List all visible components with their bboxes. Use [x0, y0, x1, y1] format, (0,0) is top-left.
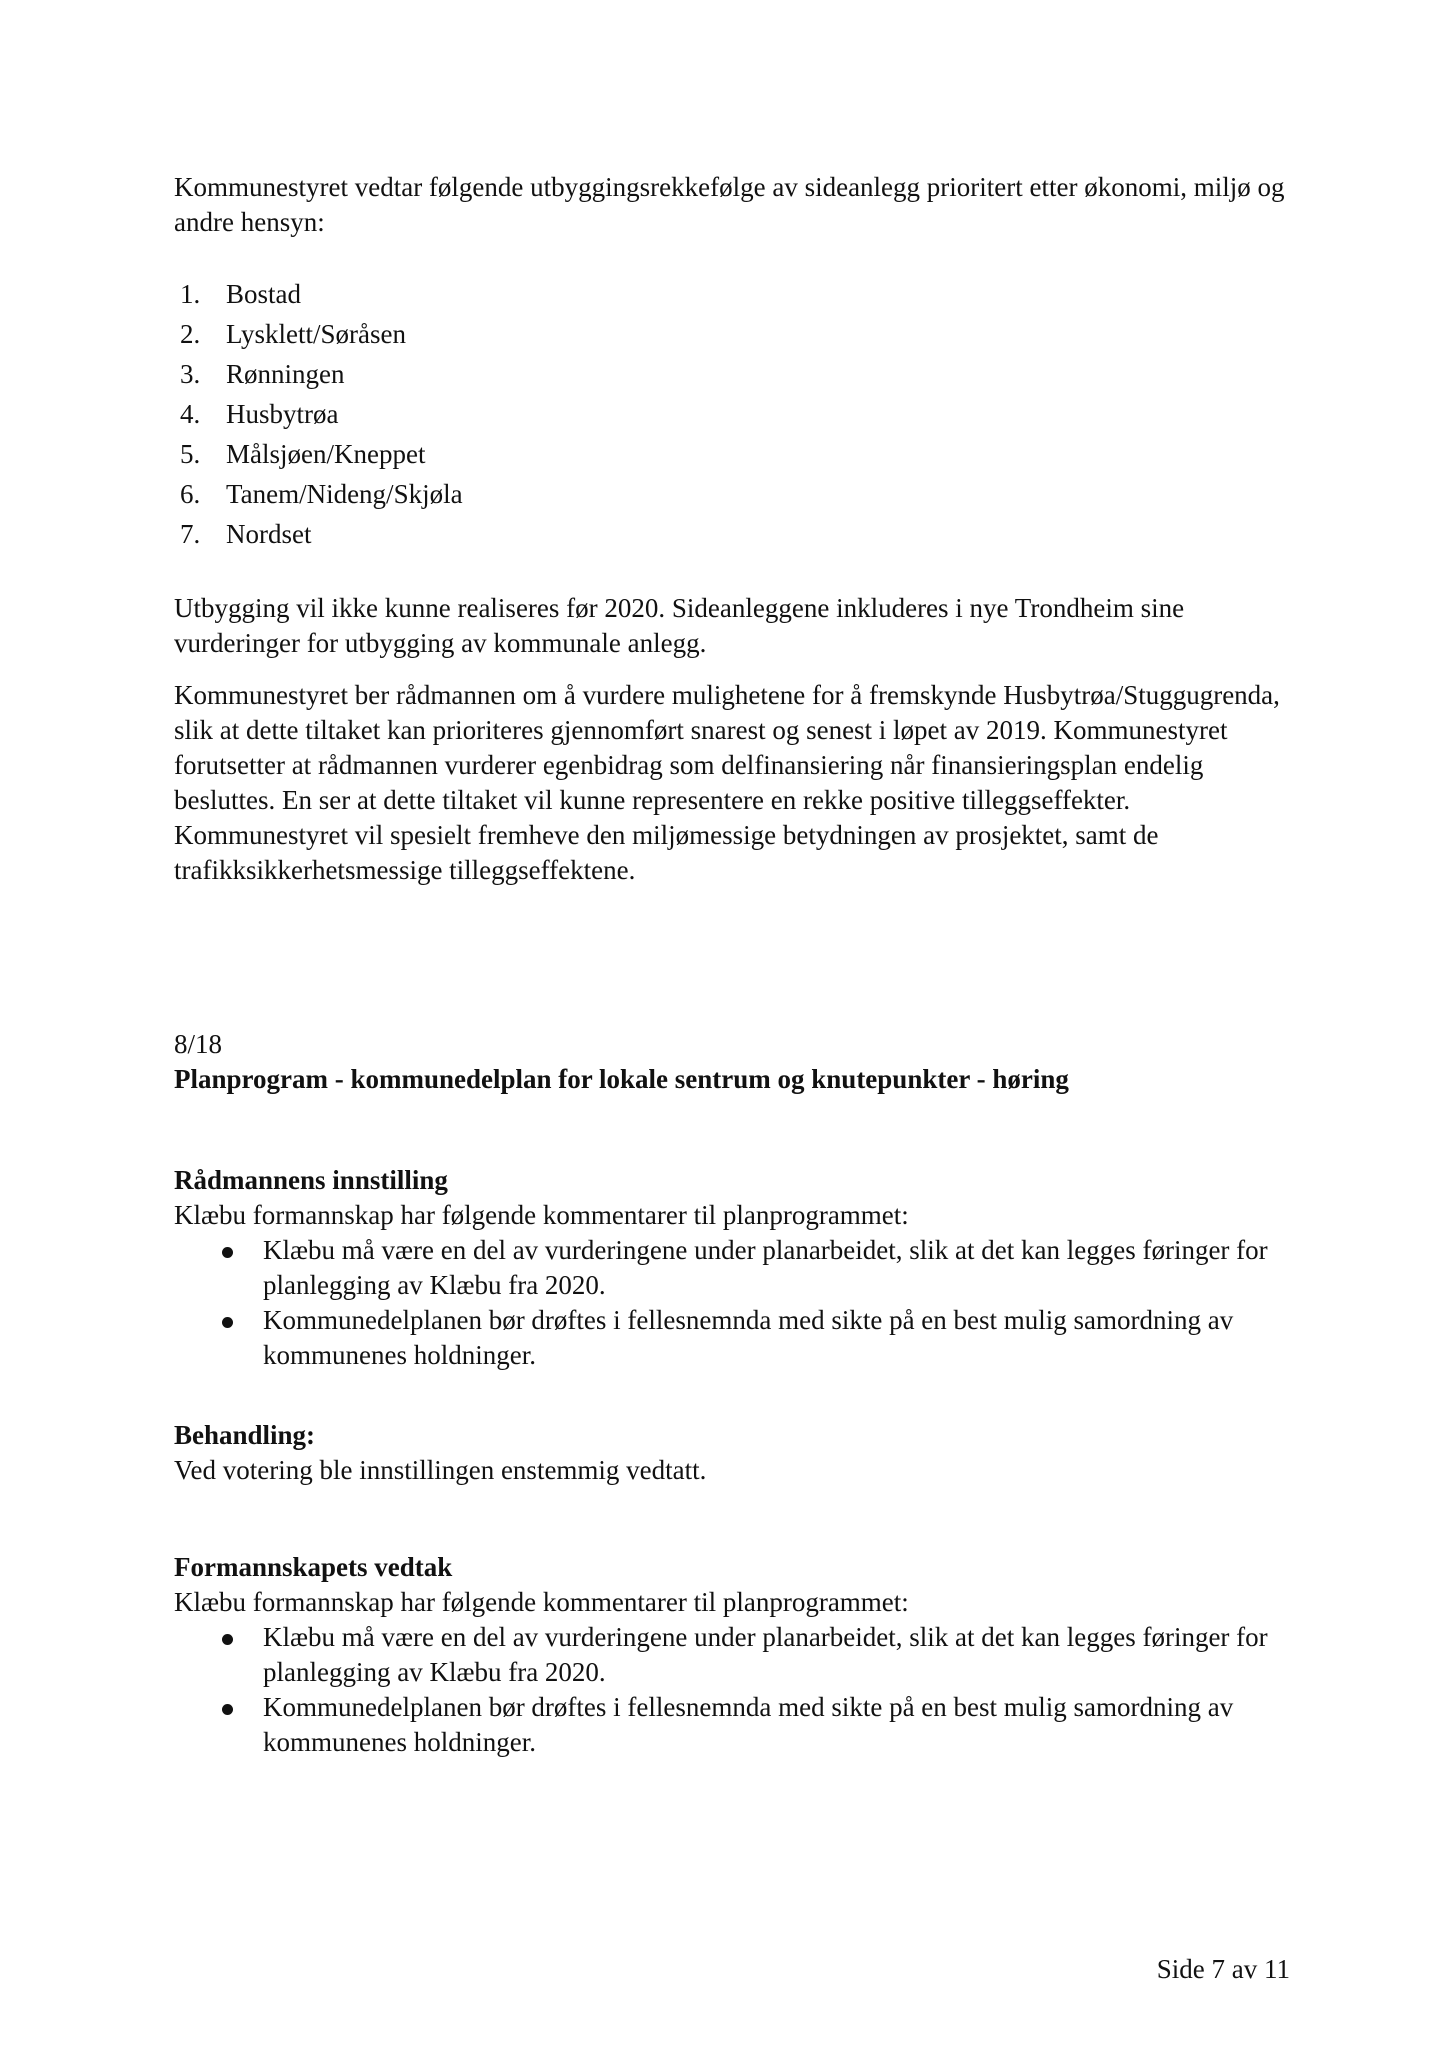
list-item [174, 1690, 1294, 1760]
recommendation-heading: Rådmannens innstilling [174, 1165, 448, 1195]
recommendation-section [174, 1163, 1294, 1373]
recommendation-bullets [174, 1233, 1294, 1373]
intro-text: Kommunestyret vedtar følgende utbyggingsrekkefølge av sideanlegg prioritert etter økonomi, miljø og andre hensyn: [174, 172, 1285, 237]
list-item [174, 314, 1294, 354]
list-item-number: 4. [180, 399, 201, 429]
recommendation-lead: Klæbu formannskap har følgende kommentarer til planprogrammet: [174, 1200, 909, 1230]
list-item [174, 434, 1294, 474]
processing-text: Ved votering ble innstillingen enstemmig vedtatt. [174, 1455, 707, 1485]
list-item [174, 514, 1294, 554]
priority-list-section [174, 274, 1294, 554]
processing-section [174, 1418, 1294, 1488]
decision-bullets [174, 1620, 1294, 1760]
list-item-number: 6. [180, 479, 201, 509]
bullet-text: Klæbu må være en del av vurderingene under planarbeidet, slik at det kan legges føringer for planlegging av Klæbu fra 2020. [263, 1235, 1268, 1300]
list-item [174, 1233, 1294, 1303]
list-item [174, 394, 1294, 434]
paragraph-1: Utbygging vil ikke kunne realiseres før 2020. Sideanleggene inkluderes i nye Trondheim sine vurderinger for utbygging av kommunale anlegg. [174, 593, 1185, 658]
intro-section [174, 170, 1294, 240]
list-item-text: Husbytrøa [226, 399, 339, 429]
list-item-text: Bostad [226, 279, 302, 309]
processing-heading: Behandling: [174, 1420, 316, 1450]
list-item-number: 5. [180, 439, 201, 469]
bullet-icon [222, 1247, 233, 1258]
list-item [174, 474, 1294, 514]
case-header [174, 1027, 1294, 1097]
bullet-text: Kommunedelplanen bør drøftes i fellesnemnda med sikte på en best mulig samordning av kommunenes holdninger. [263, 1305, 1234, 1370]
list-item-number: 1. [180, 279, 201, 309]
bullet-icon [222, 1634, 233, 1645]
bullet-text: Kommunedelplanen bør drøftes i fellesnemnda med sikte på en best mulig samordning av kommunenes holdninger. [263, 1692, 1234, 1757]
paragraph-2: Kommunestyret ber rådmannen om å vurdere mulighetene for å fremskynde Husbytrøa/Stuggugrenda, slik at dette tiltaket kan prioriteres gjennomført snarest og senest i løpet av 2019. Kommunestyret forutsetter at rådmannen vurderer egenbidrag som delfinansiering når finansieringsplan endelig besluttes. En ser at dette tiltaket vil kunne representere en rekke positive tilleggseffekter. Kommunestyret vil spesielt fremheve den miljømessige betydningen av prosjektet, samt de trafikksikkerhetsmessige tilleggseffektene. [174, 680, 1280, 885]
list-item [174, 1303, 1294, 1373]
list-item-text: Lysklett/Søråsen [226, 319, 406, 349]
priority-list [174, 274, 1294, 554]
list-item-number: 2. [180, 319, 201, 349]
list-item [174, 1620, 1294, 1690]
case-title: Planprogram - kommunedelplan for lokale sentrum og knutepunkter - høring [174, 1064, 1069, 1094]
paragraph-2-section [174, 678, 1294, 888]
list-item-number: 7. [180, 519, 201, 549]
bullet-icon [222, 1317, 233, 1328]
decision-lead: Klæbu formannskap har følgende kommentarer til planprogrammet: [174, 1587, 909, 1617]
page-number: Side 7 av 11 [1156, 1954, 1290, 1984]
case-number: 8/18 [174, 1029, 223, 1059]
paragraph-1-section [174, 591, 1294, 661]
list-item-text: Tanem/Nideng/Skjøla [226, 479, 463, 509]
list-item [174, 354, 1294, 394]
list-item-text: Nordset [226, 519, 312, 549]
decision-section [174, 1550, 1294, 1760]
decision-heading: Formannskapets vedtak [174, 1552, 453, 1582]
list-item [174, 274, 1294, 314]
list-item-number: 3. [180, 359, 201, 389]
bullet-icon [222, 1704, 233, 1715]
list-item-text: Rønningen [226, 359, 345, 389]
bullet-text: Klæbu må være en del av vurderingene under planarbeidet, slik at det kan legges føringer for planlegging av Klæbu fra 2020. [263, 1622, 1268, 1687]
list-item-text: Målsjøen/Kneppet [226, 439, 426, 469]
